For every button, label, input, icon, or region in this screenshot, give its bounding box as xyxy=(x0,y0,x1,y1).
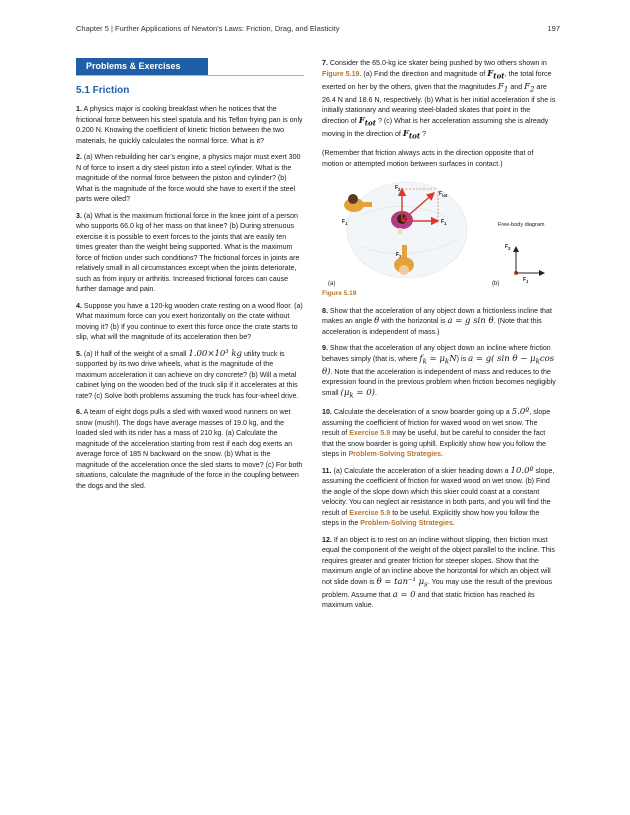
problem-text: . (a) Find the direction and magnitude of xyxy=(359,69,486,78)
label-f1: $F_1$ xyxy=(441,219,447,227)
label-f2: $F_2$ xyxy=(395,185,401,193)
problem-5 xyxy=(76,349,304,402)
problem-text: , the total force exerted on her by the others, given that the magnitudes xyxy=(322,69,552,91)
problem-number: 6. xyxy=(76,408,82,416)
problem-number: 8. xyxy=(322,306,328,315)
math-mass: 1.00×10³ kg xyxy=(188,348,242,359)
math-angle: 5.0º xyxy=(511,407,530,418)
problem-text: Suppose you have a 120-kg wooden crate resting on a wood floor. (a) What maximum force can you exert horizontally on the crate without moving it? (b) If you continue to exert this force once the crate starts to slip, what will the magnitude of its acceleration then be? xyxy=(76,301,303,341)
problem-number: 3. xyxy=(76,211,82,220)
problem-text: . xyxy=(441,450,444,459)
problem-text: ? (c) What is her acceleration assuming she is already moving in the direction of xyxy=(322,116,549,139)
problem-1 xyxy=(76,104,304,146)
problem-7-note: (Remember that friction always acts in the direction opposite that of motion or attempted motion between surfaces in contact.) xyxy=(322,149,534,168)
problem-text: are 26.4 N and 18.6 N, respectively. (b) What is her initial acceleration if she is initially stationary and wearing steel-bladed skates that point in the direction of xyxy=(322,82,556,125)
problem-number: 12. xyxy=(322,535,332,544)
math-mu-zero: $(\mu_k = 0)$ xyxy=(340,387,375,400)
figure-5-19 xyxy=(322,175,556,288)
problem-text: (a) When rebuilding her car’s engine, a physics major must exert 300 N of force to insert a dry steel piston into a steel cylinder. What is the magnitude of the normal force between the piston and cylinder? (b) What is the magnitude of the force would she have to exert if the steel parts were oiled? xyxy=(76,153,301,203)
math-ftot: $F_{tot}$ xyxy=(402,129,421,141)
problem-text: (a) Calculate the acceleration of a skier heading down a xyxy=(333,466,509,475)
problem-text: and that static friction has reached its maximum value. xyxy=(322,590,535,610)
problem-number: 9. xyxy=(322,344,328,353)
problem-text: Consider the 65.0-kg ice skater being pushed by two others shown in xyxy=(329,59,547,67)
problem-text: . Note that the acceleration is independent of mass and reduces to the expression found in the previous problem when friction becomes negligibly small xyxy=(322,367,556,397)
math-f2: $F_2$ xyxy=(524,81,535,94)
fbd-label-f2: $F_2$ xyxy=(505,244,511,252)
problem-11 xyxy=(322,466,556,529)
problem-number: 2. xyxy=(76,153,82,161)
math-friction: $f_k = \mu_kN$ xyxy=(419,353,457,366)
problem-text: If an object is to rest on an incline without slipping, then friction must equal the component of the weight of the object parallel to the incline. This requires greater and greater friction for steeper slopes. Show that the maximum angle of an incline above the horizontal for which an object will not slide down is xyxy=(322,535,555,586)
figure-link[interactable]: Figure 5.19 xyxy=(322,69,360,78)
math-ftot: $F_{tot}$ xyxy=(487,68,505,81)
panel-label-a: (a) xyxy=(328,281,336,288)
section-rule xyxy=(76,75,304,76)
problem-8 xyxy=(322,306,556,338)
problem-9 xyxy=(322,343,556,401)
problem-2 xyxy=(76,152,304,205)
problem-text: to be useful. Explicitly show how you follow the steps in the xyxy=(322,508,540,528)
math-tan: θ = tan⁻¹ $\mu_s$ xyxy=(376,576,428,589)
problem-number: 1. xyxy=(76,105,82,113)
exercise-link[interactable]: Exercise 5.9 xyxy=(349,429,391,438)
math-theta: θ xyxy=(374,316,380,327)
problem-text: . xyxy=(452,519,455,528)
problem-10 xyxy=(322,407,556,460)
math-eq: a = g sin θ xyxy=(447,316,494,327)
problem-number: 11. xyxy=(322,466,332,475)
problem-text: Show that the acceleration of any object down an incline where friction behaves simply (that is, where xyxy=(322,344,551,363)
problem-text: . (Note that this acceleration is independent of mass.) xyxy=(322,317,542,336)
problem-text: ? xyxy=(422,130,427,139)
problem-text: (a) What is the maximum frictional force in the knee joint of a person who supports 66.0 kg of her mass on that knee? (b) During strenuous exercise it is possible to exert forces to the joints that are easily ten times greater than the weight being supported. What is the maximum force of friction under such conditions? The frictional forces in joints are relatively small in all circumstances except when the joints deteriorate, such as from injury or arthritis. Increased frictional forces can cause further damage and pain. xyxy=(76,211,300,293)
math-angle: 10.0º xyxy=(510,465,534,476)
problem-number: 4. xyxy=(76,301,82,310)
problem-text: with the horizontal is xyxy=(381,317,446,326)
left-column xyxy=(76,58,304,497)
right-column xyxy=(322,58,556,617)
problem-text: . You may use the result of the previous problem. Assume that xyxy=(322,577,553,599)
fbd-label-f1: $F_1$ xyxy=(523,277,529,285)
problem-text: slope, assuming the coefficient of friction for waxed wood on wet snow. (b) Find the angle of the slope down which this skier could coast at a constant velocity. You can neglect air resistance in both parts, and you will find the result of xyxy=(322,466,555,517)
page-number: 197 xyxy=(547,24,560,33)
problem-12 xyxy=(322,535,556,611)
problem-text: utility truck is supported by its two drive wheels, what is the magnitude of the maximum acceleration it can achieve on dry concrete? (b) Will a metal cabinet lying on the wooden bed of the truck slip if it accelerates at this rate? (c) Solve both problems assuming the truck has four-wheel drive. xyxy=(76,349,299,400)
problem-text: A team of eight dogs pulls a sled with waxed wood runners on wet snow (mush!). The dogs have average masses of 19.0 kg, and the loaded sled with its rider has a mass of 210 kg. (a) Calculate the magnitude of the acceleration starting from rest if each dog exerts an average force of 185 N backward on the snow. (b) What is the magnitude of the acceleration once the sled starts to move? (c) For both situations, calculate the magnitude of the force in the coupling between the dogs and the sled. xyxy=(76,408,303,490)
problem-text: Show that the acceleration of any object down a frictionless incline that makes an angle xyxy=(322,306,552,326)
running-header: Chapter 5 | Further Applications of Newton's Laws: Friction, Drag, and Elasticity xyxy=(76,24,340,33)
problem-text: (a) If half of the weight of a small xyxy=(83,349,187,358)
fbd-title: Free-body diagram xyxy=(498,222,545,229)
label-ftot: $F_{tot}$ xyxy=(439,191,448,199)
problem-number: 7. xyxy=(322,59,328,67)
figure-caption: Figure 5.19 xyxy=(322,290,357,298)
problem-text: A physics major is cooking breakfast when he notices that the frictional force between his steel spatula and his Teflon frying pan is only 0.200 N. Knowing the coefficient of kinetic friction between the two materials, he quickly calculates the normal force. What is it? xyxy=(76,105,303,145)
problem-text: Calculate the deceleration of a snow boarder going up a xyxy=(333,408,510,417)
label-bottom-f2: $F_2$ xyxy=(396,252,402,260)
problem-text: , slope assuming the coefficient of friction for waxed wood on wet snow. The result of xyxy=(322,408,551,438)
math-accel: a = g( $\sin \theta - \mu_k\cos$ θ) xyxy=(322,353,555,377)
label-left-f1: $F_1$ xyxy=(342,219,348,227)
problem-text: . xyxy=(374,388,377,397)
problem-text: may be useful, but be careful to consider the fact that the snow boarder is going uphill. Explicitly show how you follow the steps in xyxy=(322,429,546,459)
subsection-title: 5.1 Friction xyxy=(76,84,130,96)
panel-label-b: (b) xyxy=(492,281,500,288)
math-a-zero: a = 0 xyxy=(392,589,416,600)
problem-number: 5. xyxy=(76,349,82,358)
math-f1: $F_1$ xyxy=(497,81,509,94)
problem-text: ) is xyxy=(456,354,467,363)
problem-text: and xyxy=(510,82,523,91)
math-ftot: $F_{tot}$ xyxy=(358,115,376,128)
problem-6 xyxy=(76,407,304,491)
problem-4 xyxy=(76,301,304,343)
problem-7 xyxy=(322,58,556,142)
strategies-link[interactable]: Problem-Solving Strategies xyxy=(348,450,442,459)
problem-number: 10. xyxy=(322,408,332,417)
section-title: Problems & Exercises xyxy=(76,58,208,75)
strategies-link[interactable]: Problem-Solving Strategies xyxy=(360,519,453,528)
problem-3 xyxy=(76,211,304,295)
exercise-link[interactable]: Exercise 5.9 xyxy=(349,508,391,517)
